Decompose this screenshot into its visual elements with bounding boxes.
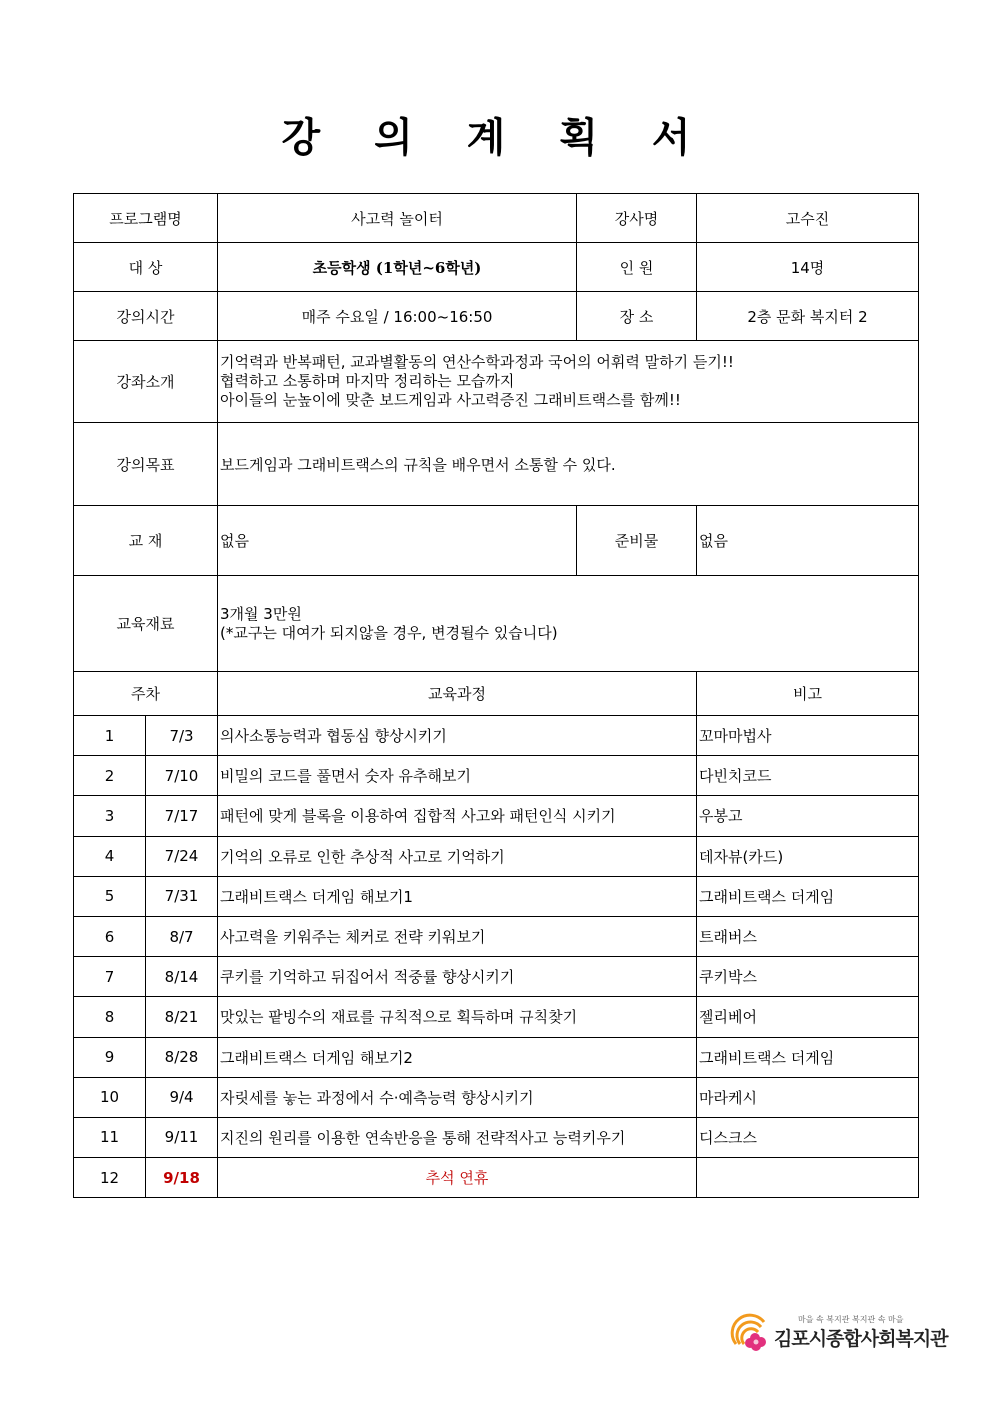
intro-row — [74, 341, 919, 423]
program-row — [74, 194, 919, 243]
course-content: 쿠키를 기억하고 뒤집어서 적중률 향상시키기 — [218, 957, 697, 997]
course-content: 추석 연휴 — [218, 1158, 697, 1198]
program-name-label: 프로그램명 — [74, 194, 218, 243]
course-note: 트래버스 — [697, 916, 919, 956]
session-date: 7/17 — [146, 796, 218, 836]
program-name-value: 사고력 놀이터 — [218, 194, 577, 243]
week-number: 6 — [74, 916, 146, 956]
schedule-row — [74, 1117, 919, 1157]
session-date: 8/14 — [146, 957, 218, 997]
lecture-plan-table — [73, 193, 919, 1198]
course-header: 교육과정 — [218, 672, 697, 716]
week-number: 2 — [74, 756, 146, 796]
course-content: 그래비트랙스 더게임 해보기1 — [218, 876, 697, 916]
goal-value: 보드게임과 그래비트랙스의 규칙을 배우면서 소통할 수 있다. — [218, 423, 919, 506]
session-date: 9/18 — [146, 1158, 218, 1198]
course-note: 그래비트랙스 더게임 — [697, 1037, 919, 1077]
schedule-row — [74, 916, 919, 956]
goal-row — [74, 423, 919, 506]
course-note: 쿠키박스 — [697, 957, 919, 997]
intro-line: 협력하고 소통하며 마지막 정리하는 모습까지 — [220, 372, 515, 390]
schedule-row — [74, 997, 919, 1037]
target-value: 초등학생 (1학년~6학년) — [218, 243, 577, 292]
schedule-header-row — [74, 672, 919, 716]
schedule-row — [74, 876, 919, 916]
schedule-row — [74, 836, 919, 876]
intro-label: 강좌소개 — [74, 341, 218, 423]
target-label: 대 상 — [74, 243, 218, 292]
textbook-value: 없음 — [218, 506, 577, 576]
course-content: 자릿세를 놓는 과정에서 수·예측능력 향상시키기 — [218, 1077, 697, 1117]
course-note: 꼬마마법사 — [697, 716, 919, 756]
goal-label: 강의목표 — [74, 423, 218, 506]
organization-logo — [730, 1308, 948, 1358]
course-note: 데자뷰(카드) — [697, 836, 919, 876]
week-number: 4 — [74, 836, 146, 876]
course-note — [697, 1158, 919, 1198]
intro-text — [218, 341, 919, 423]
course-note: 젤리베어 — [697, 997, 919, 1037]
place-label: 장 소 — [577, 292, 697, 341]
course-note: 다빈치코드 — [697, 756, 919, 796]
time-label: 강의시간 — [74, 292, 218, 341]
fee-label: 교육재료 — [74, 576, 218, 672]
logo-slogan: 마을 속 복지관 복지관 속 마을 — [798, 1315, 904, 1324]
schedule-row — [74, 957, 919, 997]
session-date: 7/10 — [146, 756, 218, 796]
textbook-row — [74, 506, 919, 576]
textbook-label: 교 재 — [74, 506, 218, 576]
session-date: 8/28 — [146, 1037, 218, 1077]
logo-mark-icon — [730, 1310, 774, 1354]
course-note: 마라케시 — [697, 1077, 919, 1117]
schedule-body — [74, 716, 919, 1198]
week-number: 8 — [74, 997, 146, 1037]
supplies-label: 준비물 — [577, 506, 697, 576]
schedule-row — [74, 756, 919, 796]
session-date: 8/21 — [146, 997, 218, 1037]
fee-value — [218, 576, 919, 672]
session-date: 8/7 — [146, 916, 218, 956]
course-note: 우봉고 — [697, 796, 919, 836]
week-number: 1 — [74, 716, 146, 756]
week-header: 주차 — [74, 672, 218, 716]
schedule-row — [74, 1077, 919, 1117]
place-value: 2층 문화 복지터 2 — [697, 292, 919, 341]
session-date: 7/31 — [146, 876, 218, 916]
course-content: 사고력을 키워주는 체커로 전략 키워보기 — [218, 916, 697, 956]
target-row — [74, 243, 919, 292]
intro-line: 아이들의 눈높이에 맞춘 보드게임과 사고력증진 그래비트랙스를 함께!! — [220, 391, 681, 409]
course-content: 지진의 원리를 이용한 연속반응을 통해 전략적사고 능력키우기 — [218, 1117, 697, 1157]
capacity-label: 인 원 — [577, 243, 697, 292]
course-note: 디스크스 — [697, 1117, 919, 1157]
course-note: 그래비트랙스 더게임 — [697, 876, 919, 916]
time-value: 매주 수요일 / 16:00~16:50 — [218, 292, 577, 341]
week-number: 3 — [74, 796, 146, 836]
week-number: 10 — [74, 1077, 146, 1117]
course-content: 기억의 오류로 인한 추상적 사고로 기억하기 — [218, 836, 697, 876]
schedule-row — [74, 716, 919, 756]
instructor-label: 강사명 — [577, 194, 697, 243]
logo-name: 김포시종합사회복지관 — [774, 1328, 948, 1350]
week-number: 5 — [74, 876, 146, 916]
session-date: 7/3 — [146, 716, 218, 756]
course-content: 비밀의 코드를 풀면서 숫자 유추해보기 — [218, 756, 697, 796]
week-number: 11 — [74, 1117, 146, 1157]
week-number: 12 — [74, 1158, 146, 1198]
week-number: 7 — [74, 957, 146, 997]
schedule-row — [74, 1037, 919, 1077]
schedule-row — [74, 796, 919, 836]
session-date: 7/24 — [146, 836, 218, 876]
course-content: 의사소통능력과 협동심 향상시키기 — [218, 716, 697, 756]
session-date: 9/11 — [146, 1117, 218, 1157]
fee-line-1: 3개월 3만원 — [220, 604, 302, 623]
session-date: 9/4 — [146, 1077, 218, 1117]
fee-row — [74, 576, 919, 672]
course-content: 그래비트랙스 더게임 해보기2 — [218, 1037, 697, 1077]
schedule-row — [74, 1158, 919, 1198]
fee-line-2: (*교구는 대여가 되지않을 경우, 변경될수 있습니다) — [220, 623, 558, 642]
intro-line: 기억력과 반복패턴, 교과별활동의 연산수학과정과 국어의 어휘력 말하기 듣기!! — [220, 353, 734, 371]
course-content: 패턴에 맞게 블록을 이용하여 집합적 사고와 패턴인식 시키기 — [218, 796, 697, 836]
document-title: 강 의 계 획 서 — [281, 115, 711, 161]
capacity-value: 14명 — [697, 243, 919, 292]
course-content: 맛있는 팥빙수의 재료를 규칙적으로 획득하며 규칙찾기 — [218, 997, 697, 1037]
note-header: 비고 — [697, 672, 919, 716]
instructor-value: 고수진 — [697, 194, 919, 243]
week-number: 9 — [74, 1037, 146, 1077]
time-row — [74, 292, 919, 341]
supplies-value: 없음 — [697, 506, 919, 576]
